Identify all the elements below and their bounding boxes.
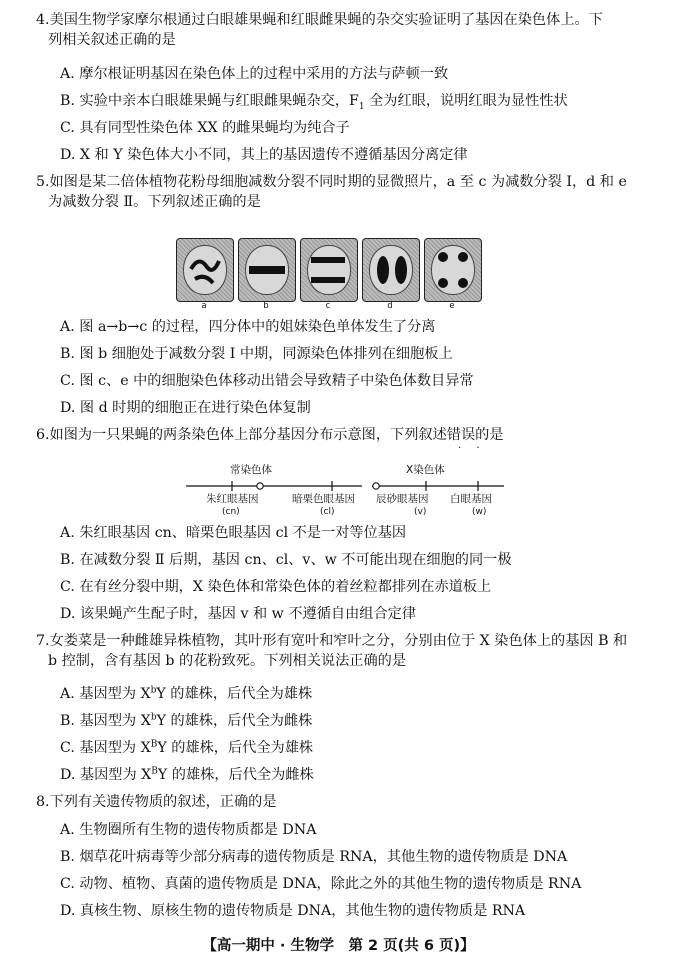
gene-symbol-cl: (cl) xyxy=(320,507,335,517)
q4-option-c[interactable]: C. 具有同型性染色体 XX 的雌果蝇均为纯合子 xyxy=(60,120,350,136)
q7-option-a[interactable]: A. 基因型为 $X^bY$ 的雄株，后代全为雄株 xyxy=(60,685,313,702)
q8-option-d[interactable]: D. 真核生物、原核生物的遗传物质是 DNA，其他生物的遗传物质是 RNA xyxy=(60,903,526,919)
question-6-stem: 6.如图为一只果蝇的两条染色体上部分基因分布示意图，下列叙述错误的是 xyxy=(36,427,504,443)
emphasis-dots: · · xyxy=(458,443,486,454)
x-chromosome-label: X染色体 xyxy=(406,464,445,476)
gene-label-w: 白眼基因 xyxy=(450,493,492,505)
q5-option-b[interactable]: B. 图 b 细胞处于减数分裂 Ⅰ 中期，同源染色体排列在细胞板上 xyxy=(60,346,453,362)
q5-option-a[interactable]: A. 图 a→b→c 的过程，四分体中的姐妹染色单体发生了分离 xyxy=(60,319,436,335)
q8-option-c[interactable]: C. 动物、植物、真菌的遗传物质是 DNA，除此之外的其他生物的遗传物质是 RNA xyxy=(60,876,582,892)
question-4-stem: 4.美国生物学家摩尔根通过白眼雄果蝇和红眼雌果蝇的杂交实验证明了基因在染色体上。下 列相关叙述正确的是 xyxy=(36,12,603,48)
q6-option-d[interactable]: D. 该果蝇产生配子时，基因 v 和 w 不遵循自由组合定律 xyxy=(60,606,417,622)
gene-symbol-v: (v) xyxy=(414,507,427,517)
q6-option-b[interactable]: B. 在减数分裂 Ⅱ 后期，基因 cn、cl、v、w 不可能出现在细胞的同一极 xyxy=(60,552,512,568)
q4-option-a[interactable]: A. 摩尔根证明基因在染色体上的过程中采用的方法与萨顿一致 xyxy=(60,66,449,82)
micrograph-b xyxy=(238,238,296,302)
q7-option-c[interactable]: C. 基因型为 $X^BY$ 的雄株，后代全为雄株 xyxy=(60,739,314,756)
q7-option-d[interactable]: D. 基因型为 $X^BY$ 的雄株，后代全为雌株 xyxy=(60,766,314,783)
q5-option-c[interactable]: C. 图 c、e 中的细胞染色体移动出错会导致精子中染色体数目异常 xyxy=(60,373,474,389)
q7-option-b[interactable]: B. 基因型为 $X^bY$ 的雄株，后代全为雌株 xyxy=(60,712,313,729)
q4-option-b[interactable]: B. 实验中亲本白眼雄果蝇与红眼雌果蝇杂交，$F_1$ 全为红眼，说明红眼为显性性状 xyxy=(60,93,568,112)
micrograph-label-c: c xyxy=(325,301,331,311)
q8-option-a[interactable]: A. 生物圈所有生物的遗传物质都是 DNA xyxy=(60,822,317,838)
autosome-label: 常染色体 xyxy=(230,464,272,476)
micrograph-e xyxy=(424,238,482,302)
micrograph-label-b: b xyxy=(263,301,269,311)
micrograph-d xyxy=(362,238,420,302)
question-8-stem: 8.下列有关遗传物质的叙述，正确的是 xyxy=(36,794,277,810)
micrograph-c xyxy=(300,238,358,302)
micrograph-label-a: a xyxy=(201,301,207,311)
gene-label-v: 辰砂眼基因 xyxy=(376,493,429,505)
micrograph-label-e: e xyxy=(449,301,455,311)
q6-option-a[interactable]: A. 朱红眼基因 cn、暗栗色眼基因 cl 不是一对等位基因 xyxy=(60,525,407,541)
gene-symbol-cn: (cn) xyxy=(222,507,240,517)
q8-option-b[interactable]: B. 烟草花叶病毒等少部分病毒的遗传物质是 RNA，其他生物的遗传物质是 DNA xyxy=(60,849,568,865)
micrograph-label-d: d xyxy=(387,301,393,311)
q5-option-d[interactable]: D. 图 d 时期的细胞正在进行染色体复制 xyxy=(60,400,311,416)
q4-option-d[interactable]: D. X 和 Y 染色体大小不同，其上的基因遗传不遵循基因分离定律 xyxy=(60,147,468,163)
page-footer: 【高一期中 · 生物学 第 2 页(共 6 页)】 xyxy=(202,938,475,954)
chromosome-diagram xyxy=(186,460,506,520)
question-5-stem: 5.如图是某二倍体植物花粉母细胞减数分裂不同时期的显微照片，a 至 c 为减数分裂 Ⅰ，d 和 e 为减数分裂 Ⅱ。下列叙述正确的是 xyxy=(36,174,627,210)
q6-option-c[interactable]: C. 在有丝分裂中期，X 染色体和常染色体的着丝粒都排列在赤道板上 xyxy=(60,579,492,595)
gene-symbol-w: (w) xyxy=(472,507,487,517)
question-7-stem: 7.女娄菜是一种雌雄异株植物，其叶形有宽叶和窄叶之分，分别由位于 X 染色体上的基因 B 和 b 控制，含有基因 b 的花粉致死。下列相关说法正确的是 xyxy=(36,633,628,669)
gene-label-cl: 暗栗色眼基因 xyxy=(292,493,355,505)
micrograph-a xyxy=(176,238,234,302)
micrograph-figure xyxy=(176,238,478,310)
gene-label-cn: 朱红眼基因 xyxy=(206,493,259,505)
